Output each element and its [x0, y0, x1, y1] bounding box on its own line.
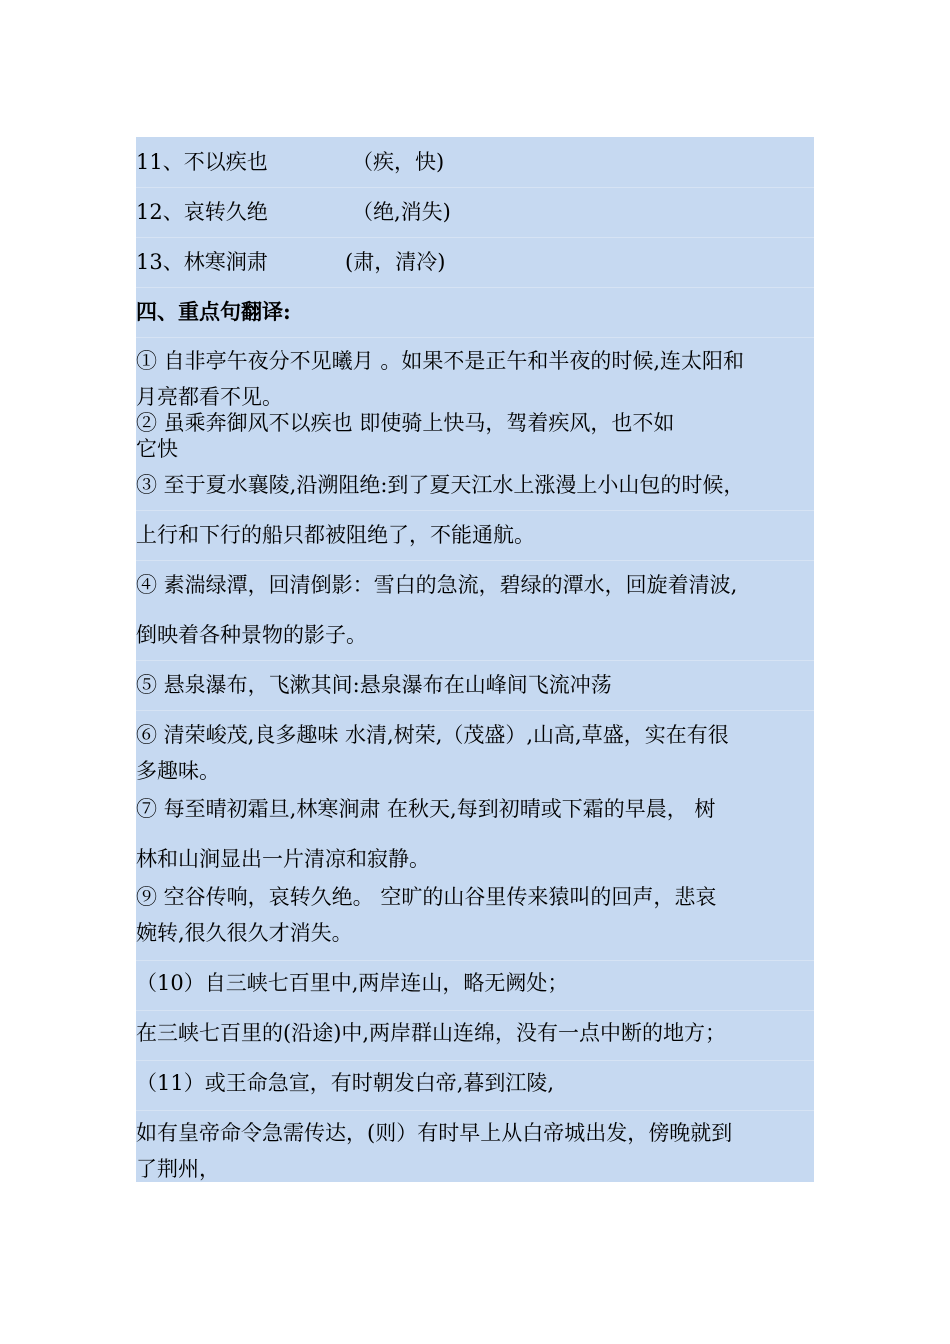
- text-line: ② 虽乘奔御风不以疾也 即使骑上快马，驾着疾风，也不如: [136, 411, 675, 435]
- divider: [136, 560, 814, 561]
- text-line: 如有皇帝命令急需传达，(则）有时早上从白帝城出发，傍晚就到: [136, 1121, 733, 1145]
- text-line: ⑤ 悬泉瀑布，飞漱其间:悬泉瀑布在山峰间飞流冲荡: [136, 673, 612, 697]
- divider: [136, 1010, 814, 1011]
- text-line: 了荆州，: [136, 1157, 220, 1181]
- text-line: 倒映着各种景物的影子。: [136, 623, 367, 647]
- text-line: 在三峡七百里的(沿途)中,两岸群山连绵，没有一点中断的地方；: [136, 1021, 727, 1045]
- text-line: 多趣味。: [136, 759, 220, 783]
- text-line: （11）或王命急宣，有时朝发白帝,暮到江陵,: [136, 1071, 555, 1095]
- text-line: ⑦ 每至晴初霜旦,林寒涧肃 在秋天,每到初晴或下霜的早晨， 树: [136, 797, 716, 821]
- text-line: 月亮都看不见。: [136, 385, 283, 409]
- vocab-gloss: (肃，清冷): [345, 250, 446, 274]
- text-line: （10）自三峡七百里中,两岸连山，略无阙处；: [136, 971, 569, 995]
- divider: [136, 510, 814, 511]
- divider: [136, 287, 814, 288]
- divider: [136, 660, 814, 661]
- text-line: ① 自非亭午夜分不见曦月 。如果不是正午和半夜的时候,连太阳和: [136, 349, 745, 373]
- text-line: 婉转,很久很久才消失。: [136, 921, 353, 945]
- text-line: 林和山涧显出一片清凉和寂静。: [136, 847, 430, 871]
- divider: [136, 960, 814, 961]
- vocab-term: 13、林寒涧肃: [136, 250, 268, 274]
- vocab-term: 11、不以疾也: [136, 150, 268, 174]
- text-line: 上行和下行的船只都被阻绝了，不能通航。: [136, 523, 535, 547]
- vocab-term: 12、哀转久绝: [136, 200, 268, 224]
- divider: [136, 337, 814, 338]
- text-line: 它快: [136, 437, 178, 461]
- text-line: ③ 至于夏水襄陵,沿溯阻绝:到了夏天江水上涨漫上小山包的时候，: [136, 473, 745, 497]
- text-line: ④ 素湍绿潭，回清倒影：雪白的急流，碧绿的潭水，回旋着清波,: [136, 573, 738, 597]
- divider: [136, 710, 814, 711]
- section-title: 四、重点句翻译:: [136, 299, 291, 324]
- vocab-gloss: （绝,消失): [352, 200, 451, 224]
- divider: [136, 1110, 814, 1111]
- divider: [136, 237, 814, 238]
- divider: [136, 187, 814, 188]
- vocab-gloss: （疾，快): [352, 150, 445, 174]
- text-line: ⑥ 清荣峻茂,良多趣味 水清,树荣,（茂盛）,山高,草盛，实在有很: [136, 723, 729, 747]
- divider: [136, 1060, 814, 1061]
- text-line: ⑨ 空谷传响，哀转久绝。 空旷的山谷里传来猿叫的回声，悲哀: [136, 885, 717, 909]
